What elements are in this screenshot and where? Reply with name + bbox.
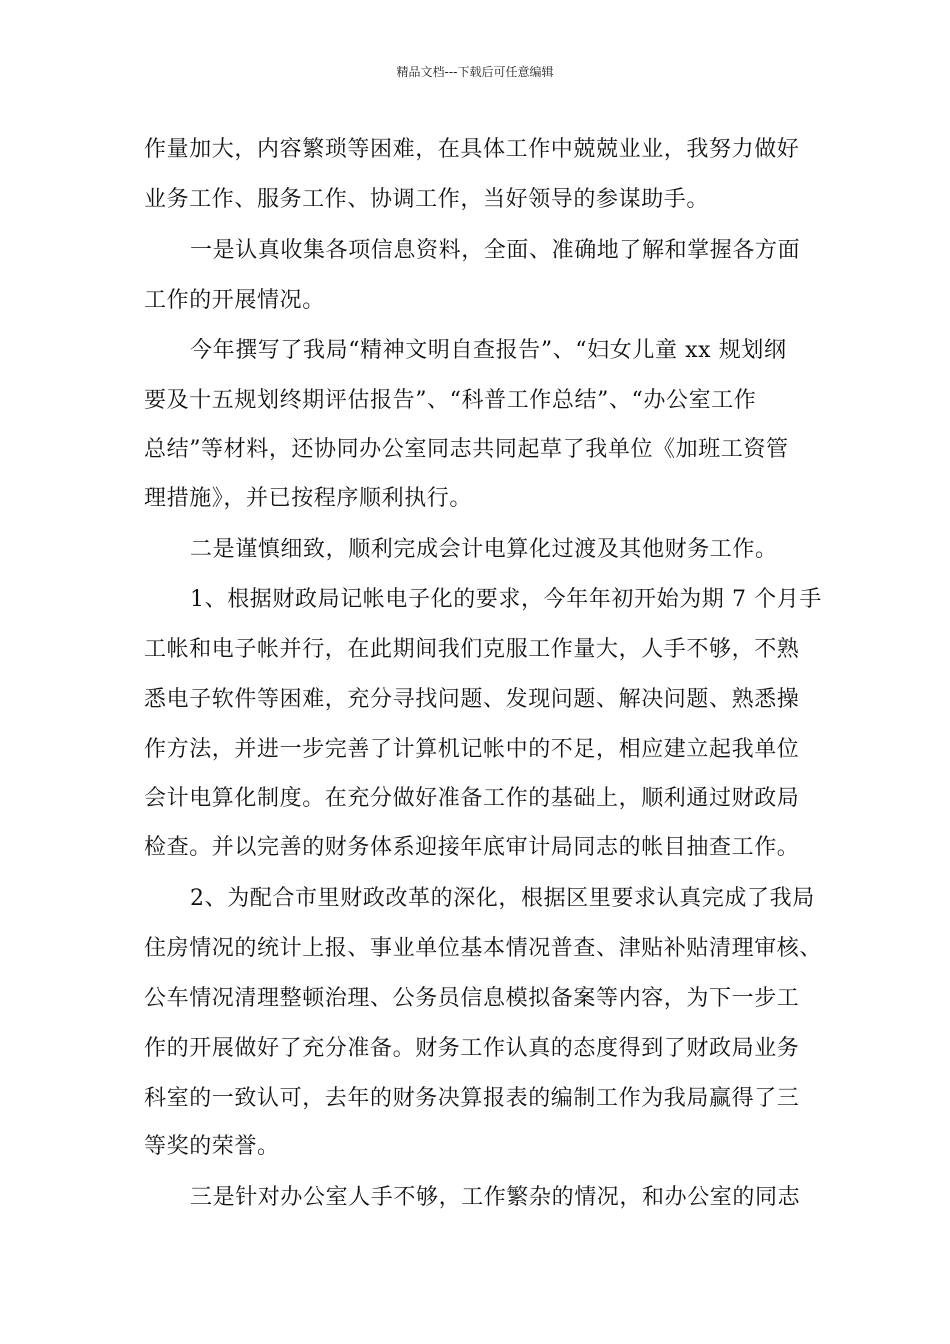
text-line: 作量加大，内容繁琐等困难，在具体工作中兢兢业业，我努力做好: [144, 137, 800, 162]
text-line: 工作的开展情况。: [144, 288, 325, 313]
paragraph-start-line: 一是认真收集各项信息资料，全面、准确地了解和掌握各方面: [190, 238, 801, 263]
text-line: 要及十五规划终期评估报告”、“科普工作总结”、“办公室工作: [144, 388, 757, 413]
text-line: 总结”等材料，还协同办公室同志共同起草了我单位《加班工资管: [144, 437, 789, 462]
paragraph-start-line: 二是谨慎细致，顺利完成会计电算化过渡及其他财务工作。: [190, 537, 778, 562]
text-line: 理措施》，并已按程序顺利执行。: [144, 486, 473, 511]
paragraph-start-line: 今年撰写了我局“精神文明自查报告”、“妇女儿童 xx 规划纲: [190, 338, 787, 363]
text-line: 会计电算化制度。在充分做好准备工作的基础上，顺利通过财政局: [144, 786, 800, 811]
paragraph-start-line: 1、根据财政局记帐电子化的要求，今年年初开始为期 7 个月手: [190, 587, 822, 612]
text-line: 住房情况的统计上报、事业单位基本情况普查、津贴补贴清理审核、: [144, 936, 823, 961]
text-line: 工帐和电子帐并行，在此期间我们克服工作量大，人手不够，不熟: [144, 637, 800, 662]
text-line: 公车情况清理整顿治理、公务员信息模拟备案等内容，为下一步工: [144, 986, 800, 1011]
text-line: 科室的一致认可，去年的财务决算报表的编制工作为我局赢得了三: [144, 1086, 800, 1111]
paragraph-start-line: 2、为配合市里财政改革的深化，根据区里要求认真完成了我局: [190, 886, 815, 911]
text-line: 检查。并以完善的财务体系迎接年底审计局同志的帐目抽查工作。: [144, 835, 800, 860]
text-line: 作方法，并进一步完善了计算机记帐中的不足，相应建立起我单位: [144, 737, 800, 762]
text-line: 业务工作、服务工作、协调工作，当好领导的参谋助手。: [144, 187, 710, 212]
page-header: 精品文档---下载后可任意编辑: [396, 65, 554, 79]
text-line: 等奖的荣誉。: [144, 1134, 280, 1159]
paragraph-start-line: 三是针对办公室人手不够，工作繁杂的情况，和办公室的同志: [190, 1185, 801, 1210]
text-line: 悉电子软件等困难，充分寻找问题、发现问题、解决问题、熟悉操: [144, 687, 800, 712]
text-line: 作的开展做好了充分准备。财务工作认真的态度得到了财政局业务: [144, 1036, 800, 1061]
